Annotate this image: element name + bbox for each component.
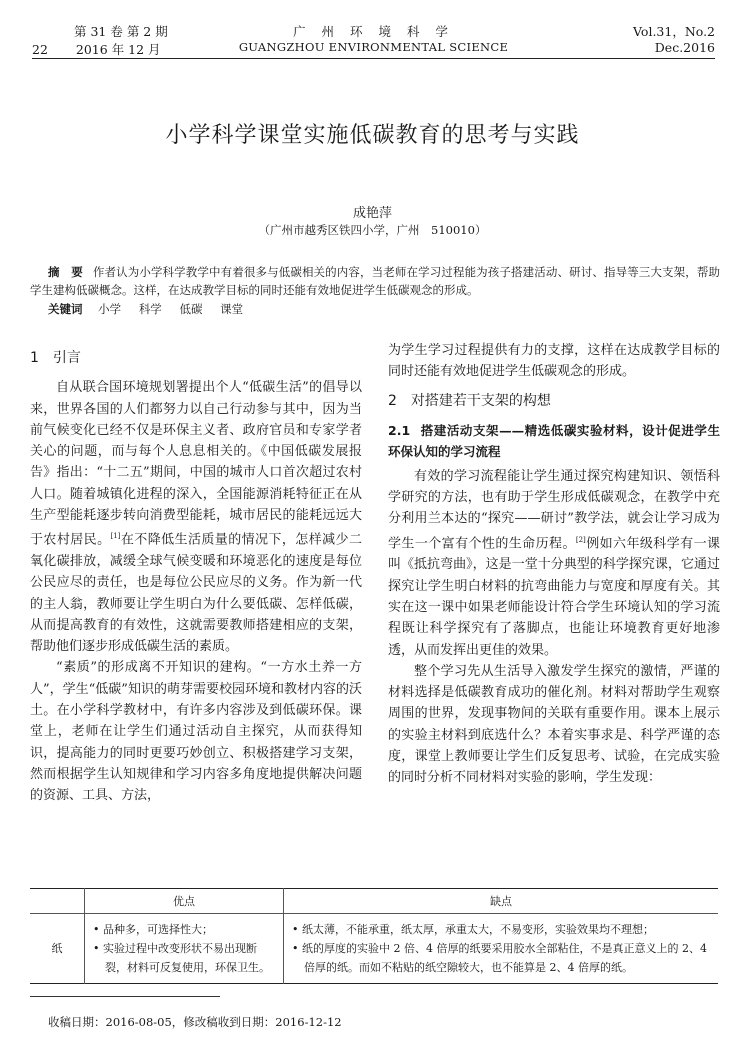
abstract-text: 作者认为小学科学教学中有着很多与低碳相关的内容，当老师在学习过程能为孩子搭建活动、研讨、指导等三大支架，帮助学生建构低碳概念。这样，在达成教学目标的同时还能有效地促进学生低碳观念的形成。 xyxy=(30,265,721,297)
paragraph xyxy=(388,466,720,661)
table-row xyxy=(30,914,718,984)
citation: [1] xyxy=(110,532,121,541)
volume-en: Vol.31，No.2 xyxy=(633,24,715,39)
subsection-heading xyxy=(388,420,720,462)
affiliation: （广州市越秀区铁四小学，广州 510010） xyxy=(258,223,487,237)
section-title: 对搭建若干支架的构想 xyxy=(410,392,551,409)
list-item: • 纸的厚度的实验中 2 倍、4 倍厚的纸要采用胶水全部粘住，不是真正意义上的 2、4 倍厚的纸。而如不粘贴的纸空隙较大，也不能算是 2、4 倍厚的纸。 xyxy=(292,942,707,974)
journal-name-cn: 广 州 环 境 科 学 xyxy=(293,24,454,39)
subsection-number: 2.1 xyxy=(388,422,411,438)
date-en: Dec.2016 xyxy=(654,40,715,55)
abstract xyxy=(30,264,720,299)
left-column xyxy=(30,340,362,807)
paragraph-text: 在不降低生活质量的情况下，怎样减少二氧化碳排放，减缓全球气候变暖和环境恶化的速度是每位公民应尽的责任，也是每位公民应尽的义务。作为新一代的主人翁，教师要让学生明白为什么要低碳、怎样低碳，从而提高教育的有效性，这就需要教师搭建相应的支架，帮助他们逐步形成低碳生活的素质。 xyxy=(30,532,362,655)
abstract-label: 摘 要 xyxy=(48,265,83,279)
volume-cn: 第 31 卷 第 2 期 xyxy=(74,24,168,39)
paragraph-text: 有效的学习流程能让学生通过探究构建知识、领悟科学研究的方法，也有助于学生形成低碳观念，在教学中充分利用兰本达的“探究——研讨”教学法，就会让学习成为学生一个富有个性的生命历程。 xyxy=(388,468,720,552)
author: 成艳萍 xyxy=(352,206,392,221)
section-number: 1 xyxy=(30,350,39,366)
subsection-title: 搭建活动支架——精选低碳实验材料，设计促进学生环保认知的学习流程 xyxy=(388,422,720,459)
section-number: 2 xyxy=(388,392,397,409)
paragraph: 为学生学习过程提供有力的支撑，这样在达成教学目标的同时还能有效地促进学生低碳观念的形成。 xyxy=(388,343,720,380)
paragraph-text: 例如六年级科学有一课叫《抵抗弯曲》，这是一堂十分典型的科学探究课，它通过探究让学生明白材料的抗弯曲能力与宽度和厚度有关。其实在这一课中如果老师能设计符合学生环境认知的学习流程既让科学探究有了落脚点，也能让环境教育更好地渗透，从而发挥出更佳的效果。 xyxy=(388,536,720,658)
keywords-label: 关键词 xyxy=(48,302,83,316)
keyword: 科学 xyxy=(138,302,162,316)
material-cell: 纸 xyxy=(30,914,85,984)
table-header-cons: 缺点 xyxy=(284,889,719,914)
keywords xyxy=(48,301,257,317)
table-header-blank xyxy=(30,889,85,914)
section-title: 引言 xyxy=(52,350,81,366)
section-heading xyxy=(388,391,720,412)
paragraph: 整个学习先从生活导入激发学生探究的激情，严谨的材料选择是低碳教育成功的催化剂。材料对帮助学生观察周围的世界，发现事物间的关联有重要作用。课本上展示的实验主材料到底选什么？本着实事求是、科学严谨的态度，课堂上教师要让学生们反复思考、试验，在完成实验的同时分析不同材料对实验的影响，学生发现： xyxy=(388,663,720,786)
list-item: • 纸太薄，不能承重，纸太厚，承重太大，不易变形，实验效果均不理想； xyxy=(292,923,654,936)
table-header-row xyxy=(30,889,718,914)
paragraph xyxy=(30,377,362,657)
right-column xyxy=(388,340,720,789)
paper-title: 小学科学课堂实施低碳教育的思考与实践 xyxy=(165,123,580,148)
footnote-rule xyxy=(30,996,220,997)
keyword: 小学 xyxy=(98,302,122,316)
list-item: • 实验过程中改变形状不易出现断裂，材料可反复使用，环保卫生。 xyxy=(93,942,270,974)
comparison-table xyxy=(30,888,718,984)
keyword: 课堂 xyxy=(220,302,244,316)
section-heading xyxy=(30,348,362,369)
running-header xyxy=(32,22,715,59)
cons-cell xyxy=(284,914,719,984)
date-cn: 2016 年 12 月 xyxy=(75,42,161,57)
table-header-pros: 优点 xyxy=(85,889,284,914)
citation: [2] xyxy=(575,535,586,544)
journal-name-en: GUANGZHOU ENVIRONMENTAL SCIENCE xyxy=(238,40,509,54)
keyword: 低碳 xyxy=(179,302,203,316)
page-number: 22 xyxy=(32,42,48,57)
pros-cell xyxy=(85,914,284,984)
list-item: • 品种多，可选择性大； xyxy=(93,923,213,936)
footnote: 收稿日期：2016-08-05，修改稿收到日期：2016-12-12 xyxy=(48,1015,342,1029)
paragraph-text: 自从联合国环境规划署提出个人“低碳生活”的倡导以来，世界各国的人们都努力以自己行动参与其中，因为当前气候变化已经不仅是环保主义者、政府官员和专家学者关心的问题，而与每个人息息相关的。《中国低碳发展报告》指出：“十二五”期间，中国的城市人口首次超过农村人口。随着城镇化进程的深入，全国能源消耗特征正在从生产型能耗逐步转向消费型能耗，城市居民的能耗远远大于农村居民。 xyxy=(30,380,362,548)
paragraph: “素质”的形成离不开知识的建构。“一方水土养一方人”，学生“低碳”知识的萌芽需要校园环境和教材内容的沃土。在小学科学教材中，有许多内容涉及到低碳环保。课堂上，老师在让学生们通过活动自主探究，从而获得知识，提高能力的同时更要巧妙创立、积极搭建学习支架，然而根据学生认知规律和学习内容多角度地提供解决问题的资源、工具、方法， xyxy=(30,660,362,804)
